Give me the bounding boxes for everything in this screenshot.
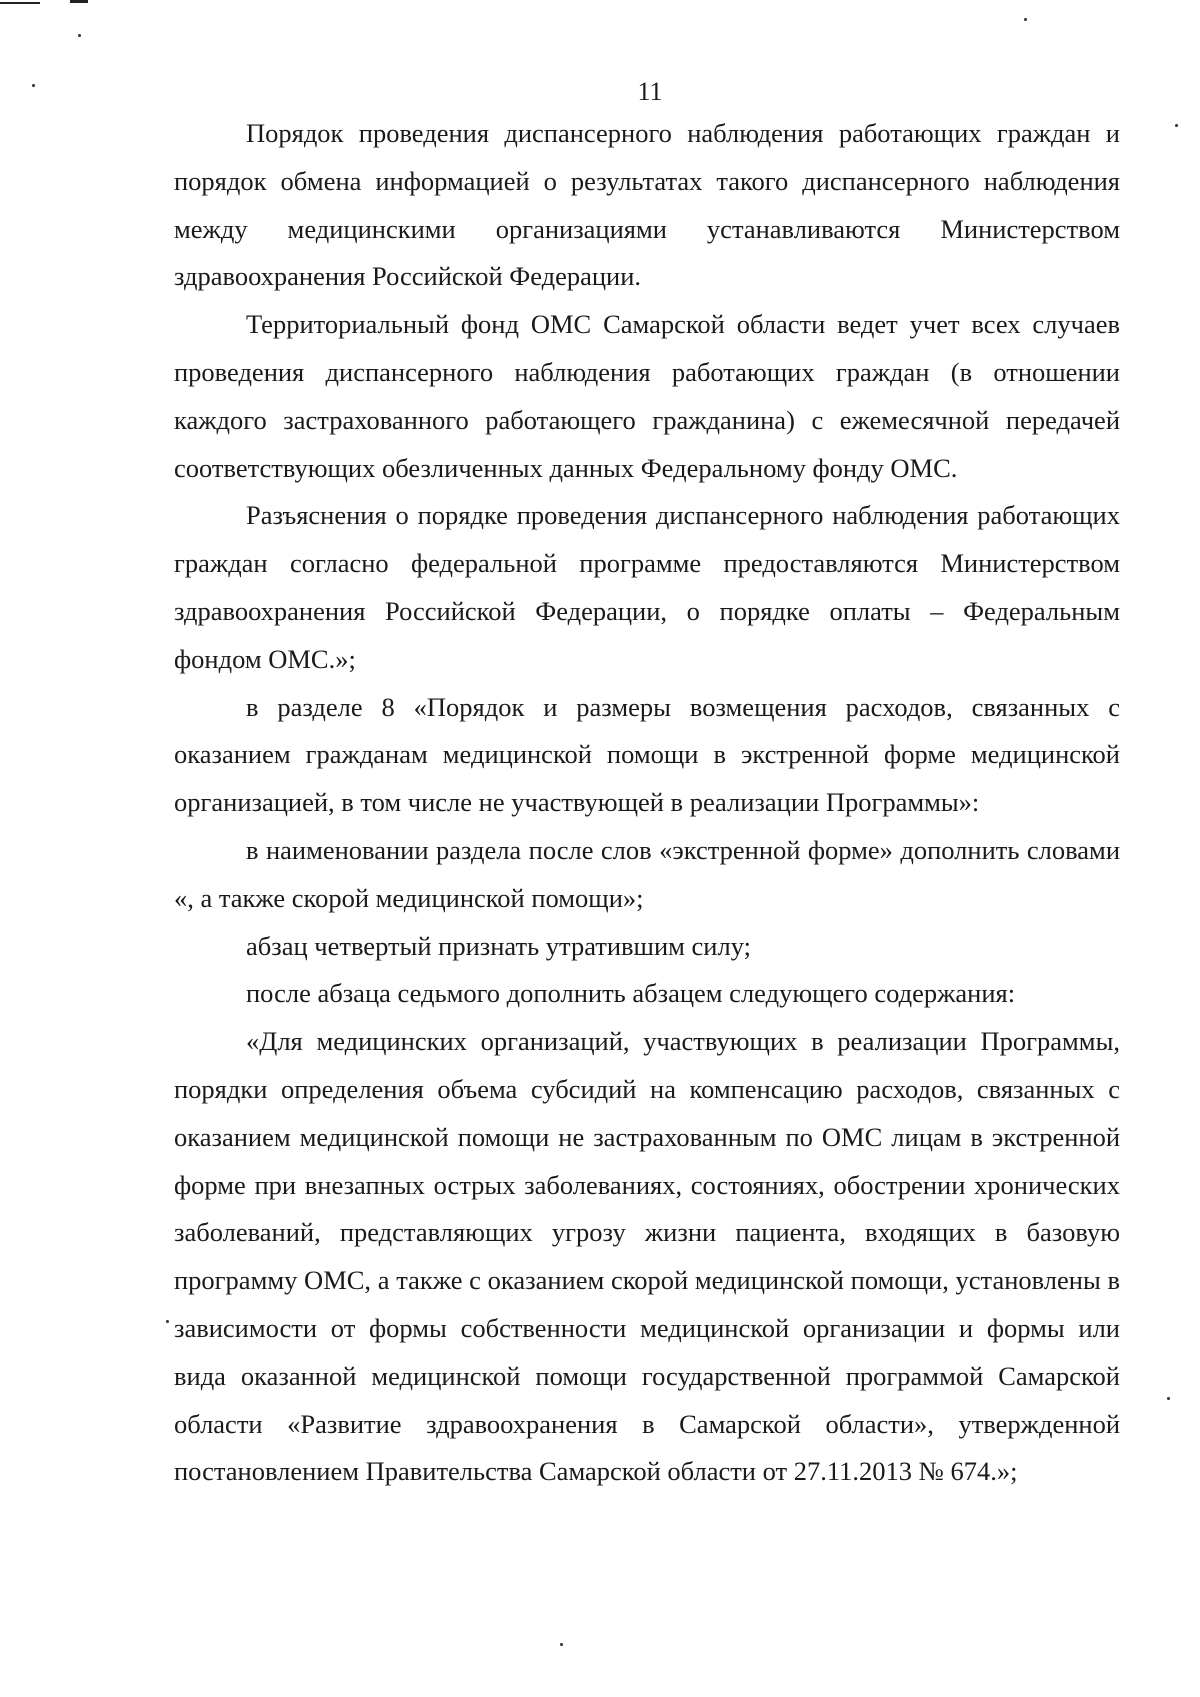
scan-speck: [560, 1643, 563, 1646]
paragraph: в наименовании раздела после слов «экстренной форме» дополнить словами «, а также скорой медицинской помощи»;: [174, 834, 1120, 913]
paragraph: абзац четвертый признать утратившим силу;: [246, 930, 751, 961]
scan-speck: [78, 34, 81, 37]
paragraph: Порядок проведения диспансерного наблюдения работающих граждан и порядок обмена информацией о результатах такого диспансерного наблюдения между медицинскими организациями устанавливаются Министерством здравоохранения Российской Федерации.: [174, 118, 1120, 292]
paragraph: после абзаца седьмого дополнить абзацем следующего содержания:: [246, 978, 1016, 1009]
paragraph: Территориальный фонд ОМС Самарской области ведет учет всех случаев проведения диспансерного наблюдения работающих граждан (в отношении каждого застрахованного работающего гражданина) с ежемесячной передачей соответствующих обезличенных данных Федеральному фонду ОМС.: [174, 309, 1120, 483]
scan-corner-mark: [0, 0, 90, 6]
scan-speck: [1024, 18, 1027, 21]
document-body: [174, 110, 1120, 1496]
scan-speck: [166, 1320, 169, 1323]
paragraph: Разъяснения о порядке проведения диспансерного наблюдения работающих граждан согласно федеральной программе предоставляются Министерством здравоохранения Российской Федерации, о порядке оплаты – Федеральным фондом ОМС.»;: [174, 500, 1120, 674]
page-number: 11: [637, 77, 663, 106]
scan-speck: [1175, 124, 1178, 127]
paragraph: в разделе 8 «Порядок и размеры возмещения расходов, связанных с оказанием гражданам медицинской помощи в экстренной форме медицинской организацией, в том числе не участвующей в реализации Программы»:: [174, 691, 1120, 818]
scan-speck: [1167, 1397, 1170, 1400]
paragraph: «Для медицинских организаций, участвующих в реализации Программы, порядки определения объема субсидий на компенсацию расходов, связанных с оказанием медицинской помощи не застрахованным по ОМС лицам в экстренной форме при внезапных острых заболеваниях, состояниях, обострении хронических заболеваний, представляющих угрозу жизни пациента, входящих в базовую программу ОМС, а также с оказанием скорой медицинской помощи, установлены в зависимости от формы собственности медицинской организации и формы или вида оказанной медицинской помощи государственной программой Самарской области «Развитие здравоохранения в Самарской области», утвержденной постановлением Правительства Самарской области от 27.11.2013 № 674.»;: [174, 1026, 1120, 1487]
